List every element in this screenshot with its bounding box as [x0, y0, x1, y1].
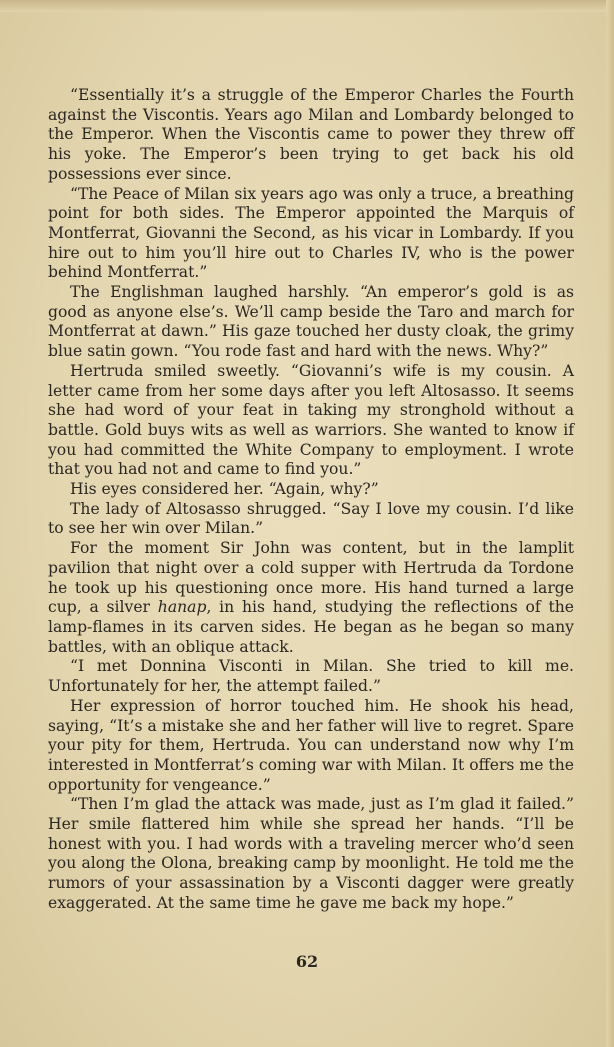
body-text: [48, 86, 574, 914]
paragraph: The lady of Altosasso shrugged. “Say I love my cousin. I’d like to see her win over Milan.”: [48, 499, 574, 538]
paragraph: Hertruda smiled sweetly. “Giovanni’s wife is my cousin. A letter came from her some days after you left Altosasso. It seems she had word of your feat in taking my stronghold without a battle. Gold buys wits as well as warriors. She wanted to know if you had committed the White Company to employment. I wrote that you had not and came to find you.”: [48, 361, 574, 479]
page-number: 62: [295, 952, 319, 971]
paragraph: Her expression of horror touched him. He shook his head, saying, “It’s a mistake she and her father will live to regret. Spare your pity for them, Hertruda. You can understand now why I’m interested in Montferrat’s coming war with Milan. It offers me the opportunity for vengeance.”: [48, 696, 574, 794]
paragraph: His eyes considered her. “Again, why?”: [70, 480, 379, 499]
paragraph: The Englishman laughed harshly. “An emperor’s gold is as good as anyone else’s. We’ll camp beside the Taro and march for Montferrat at dawn.” His gaze touched her dusty cloak, the grimy blue satin gown. “You rode fast and hard with the news. Why?”: [48, 283, 574, 361]
paragraph: “Essentially it’s a struggle of the Emperor Charles the Fourth against the Viscontis. Years ago Milan and Lombardy belonged to the Emperor. When the Viscontis came to power they threw off his yoke. The Emperor’s been trying to get back his old possessions ever since.: [48, 86, 574, 183]
page-top-edge: [0, 0, 614, 12]
paragraph: For the moment Sir John was content, but in the lamplit pavilion that night over a cold supper with Hertruda da Tordone he took up his questioning once more. His hand turned a large cup, a silver hanap, in his hand, studying the reflections of the lamp-flames in its carven sides. He began as he began so many battles, with an oblique attack.: [48, 539, 574, 656]
page-right-edge: [606, 0, 614, 1047]
paragraph: “I met Donnina Visconti in Milan. She tried to kill me. Unfortunately for her, the attempt failed.”: [48, 657, 574, 696]
paragraph: “Then I’m glad the attack was made, just as I’m glad it failed.” Her smile flattered him while she spread her hands. “I’ll be honest with you. I had words with a traveling mercer who’d seen you along the Olona, breaking camp by moonlight. He told me the rumors of your assassination by a Visconti dagger were greatly exaggerated. At the same time he gave me back my hope.”: [48, 795, 574, 912]
paragraph: “The Peace of Milan six years ago was only a truce, a breathing point for both sides. The Emperor appointed the Marquis of Montferrat, Giovanni the Second, as his vicar in Lombardy. If you hire out to him you’ll hire out to Charles IV, who is the power behind Montferrat.”: [48, 184, 574, 282]
